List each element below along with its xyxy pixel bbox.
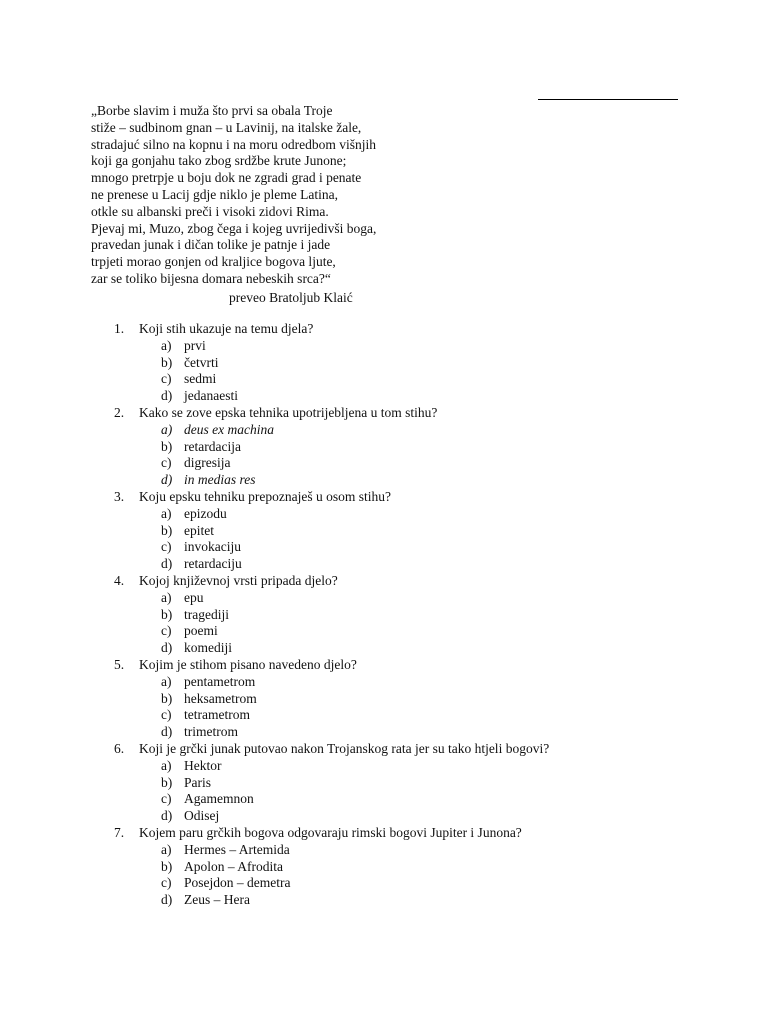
- answer-option: [0, 892, 768, 909]
- option-letter: a): [161, 589, 172, 605]
- question-text: Koji je grčki junak putovao nakon Trojanskog rata jer su tako htjeli bogovi?: [139, 740, 550, 756]
- answer-option: [0, 875, 768, 892]
- option-text: jedanaesti: [184, 388, 238, 404]
- question-number: 6.: [114, 740, 125, 756]
- option-letter: d): [161, 640, 173, 656]
- option-text: heksametrom: [184, 690, 257, 706]
- question-item: [0, 657, 768, 741]
- name-blank-line: [538, 99, 678, 100]
- option-letter: d): [161, 388, 173, 404]
- option-text: retardacija: [184, 438, 241, 454]
- question-item: [0, 405, 768, 489]
- question-text: Kojoj književnoj vrsti pripada djelo?: [139, 572, 338, 588]
- option-text: deus ex machina: [184, 421, 274, 437]
- answer-option: [0, 691, 768, 708]
- question-item: [0, 489, 768, 573]
- answer-option: [0, 439, 768, 456]
- option-letter: a): [161, 757, 172, 773]
- option-text: in medias res: [184, 472, 256, 488]
- option-letter: d): [161, 892, 173, 908]
- answer-option: [0, 371, 768, 388]
- option-text: trimetrom: [184, 724, 238, 740]
- option-text: epizodu: [184, 505, 227, 521]
- option-text: invokaciju: [184, 539, 241, 555]
- option-letter: c): [161, 875, 172, 891]
- question-text: Kojim je stihom pisano navedeno djelo?: [139, 656, 357, 672]
- answer-option: [0, 539, 768, 556]
- option-letter: a): [161, 421, 173, 437]
- question-row: [0, 741, 768, 758]
- option-letter: b): [161, 522, 173, 538]
- option-text: tetrametrom: [184, 707, 250, 723]
- question-row: [0, 657, 768, 674]
- poem-line: „Borbe slavim i muža što prvi sa obala Troje: [91, 103, 333, 118]
- option-letter: c): [161, 791, 172, 807]
- option-text: Odisej: [184, 808, 220, 824]
- option-text: Paris: [184, 774, 211, 790]
- poem-line: zar se toliko bijesna domara nebeskih srca?“: [91, 270, 331, 286]
- answer-option: [0, 758, 768, 775]
- answer-option: [0, 859, 768, 876]
- option-letter: c): [161, 371, 172, 387]
- question-number: 5.: [114, 656, 125, 672]
- option-letter: c): [161, 707, 172, 723]
- option-text: epu: [184, 589, 204, 605]
- answer-option: [0, 472, 768, 489]
- question-item: [0, 825, 768, 909]
- poem-line: otkle su albanski preči i visoki zidovi Rima.: [91, 203, 329, 219]
- poem-line: stradajuć silno na kopnu i na moru odredbom višnjih: [91, 136, 376, 152]
- poem-line: pravedan junak i dičan tolike je patnje i jade: [91, 237, 331, 253]
- poem-line: trpjeti morao gonjen od kraljice bogova ljute,: [91, 254, 336, 270]
- answer-option: [0, 422, 768, 439]
- option-letter: b): [161, 858, 173, 874]
- answer-option: [0, 506, 768, 523]
- option-letter: d): [161, 724, 173, 740]
- option-text: Agamemnon: [184, 791, 254, 807]
- answer-option: [0, 607, 768, 624]
- question-row: [0, 321, 768, 338]
- poem-excerpt: [91, 103, 511, 288]
- answer-option: [0, 590, 768, 607]
- question-row: [0, 573, 768, 590]
- option-letter: b): [161, 438, 173, 454]
- poem-line: mnogo pretrpje u boju dok ne zgradi grad i penate: [91, 170, 362, 186]
- answer-option: [0, 808, 768, 825]
- option-letter: a): [161, 337, 172, 353]
- answer-option: [0, 523, 768, 540]
- question-item: [0, 573, 768, 657]
- answer-option: [0, 640, 768, 657]
- answer-option: [0, 707, 768, 724]
- option-text: Hektor: [184, 757, 222, 773]
- option-letter: a): [161, 841, 172, 857]
- question-number: 2.: [114, 404, 125, 420]
- option-text: poemi: [184, 623, 218, 639]
- option-letter: d): [161, 808, 173, 824]
- question-row: [0, 489, 768, 506]
- answer-option: [0, 388, 768, 405]
- translator-credit: preveo Bratoljub Klaić: [229, 290, 353, 305]
- answer-option: [0, 842, 768, 859]
- option-text: sedmi: [184, 371, 217, 387]
- answer-option: [0, 791, 768, 808]
- option-text: Zeus – Hera: [184, 892, 250, 908]
- poem-line: koji ga gonjahu tako zbog srdžbe krute Junone;: [91, 153, 347, 169]
- option-text: pentametrom: [184, 673, 256, 689]
- option-letter: a): [161, 505, 172, 521]
- question-row: [0, 405, 768, 422]
- option-letter: a): [161, 673, 172, 689]
- question-number: 7.: [114, 824, 125, 840]
- option-text: Apolon – Afrodita: [184, 858, 283, 874]
- option-text: digresija: [184, 455, 231, 471]
- answer-option: [0, 455, 768, 472]
- option-text: četvrti: [184, 354, 219, 370]
- poem-line: ne prenese u Lacij gdje niklo je pleme Latina,: [91, 186, 339, 202]
- option-text: epitet: [184, 522, 214, 538]
- option-letter: c): [161, 623, 172, 639]
- answer-option: [0, 355, 768, 372]
- option-text: komediji: [184, 640, 232, 656]
- answer-option: [0, 674, 768, 691]
- answer-option: [0, 724, 768, 741]
- option-text: tragediji: [184, 606, 229, 622]
- question-text: Koji stih ukazuje na temu djela?: [139, 321, 314, 336]
- question-text: Kojem paru grčkih bogova odgovaraju rimski bogovi Jupiter i Junona?: [139, 824, 522, 840]
- question-text: Kako se zove epska tehnika upotrijebljena u tom stihu?: [139, 404, 438, 420]
- option-letter: b): [161, 354, 173, 370]
- option-text: Posejdon – demetra: [184, 875, 291, 891]
- answer-option: [0, 338, 768, 355]
- option-letter: d): [161, 472, 173, 488]
- question-row: [0, 825, 768, 842]
- option-letter: c): [161, 455, 172, 471]
- poem-line: Pjevaj mi, Muzo, zbog čega i kojeg uvrijedivši boga,: [91, 220, 377, 236]
- question-item: [0, 741, 768, 825]
- question-number: 1.: [114, 321, 125, 336]
- question-number: 3.: [114, 488, 125, 504]
- option-letter: b): [161, 606, 173, 622]
- question-item: [0, 321, 768, 405]
- question-list: [0, 321, 768, 909]
- option-text: Hermes – Artemida: [184, 841, 290, 857]
- option-letter: c): [161, 539, 172, 555]
- question-number: 4.: [114, 572, 125, 588]
- option-letter: b): [161, 690, 173, 706]
- option-letter: b): [161, 774, 173, 790]
- poem-line: stiže – sudbinom gnan – u Lavinij, na italske žale,: [91, 119, 362, 135]
- answer-option: [0, 556, 768, 573]
- option-text: prvi: [184, 337, 206, 353]
- question-text: Koju epsku tehniku prepoznaješ u osom stihu?: [139, 488, 391, 504]
- option-letter: d): [161, 556, 173, 572]
- answer-option: [0, 775, 768, 792]
- option-text: retardaciju: [184, 556, 242, 572]
- answer-option: [0, 623, 768, 640]
